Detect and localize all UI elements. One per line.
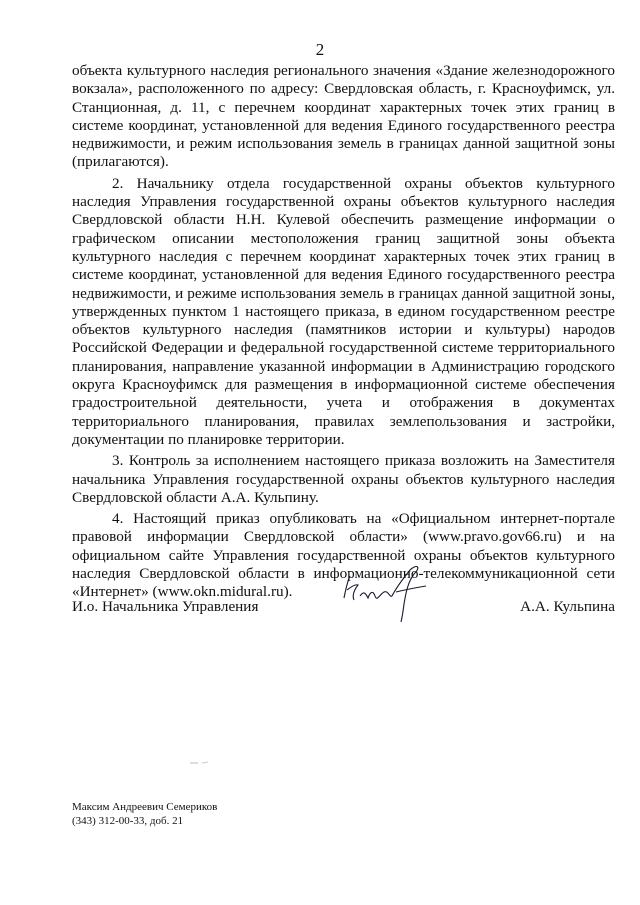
signatory-name: А.А. Кульпина: [520, 598, 615, 615]
paragraph-continuation: объекта культурного наследия регионального значения «Здание железнодорожного вокзала», расположенного по адресу: Свердловская область, г. Красноуфимск, ул. Станционная, д. 11, с перечнем координат характерных точек этих границ в системе координат, установленной для ведения Единого государственного реестра недвижимости, и режим использования земель в границах данной защитной зоны (прилагаются).: [72, 62, 615, 171]
executor-footer: [72, 800, 217, 828]
handwritten-signature: [330, 558, 440, 628]
executor-phone: (343) 312-00-33, доб. 21: [72, 815, 184, 827]
scan-speck: [188, 760, 212, 766]
document-body: [72, 62, 615, 602]
paragraph-item-3: 3. Контроль за исполнением настоящего приказа возложить на Заместителя начальника Управления государственной охраны объектов культурного наследия Свердловской области А.А. Кульпину.: [72, 452, 615, 506]
signatory-role: И.о. Начальника Управления: [72, 598, 259, 615]
executor-name: Максим Андреевич Семериков: [72, 801, 218, 813]
paragraph-item-4: 4. Настоящий приказ опубликовать на «Официальном интернет-портале правовой информации Свердловской области» (www.pravo.gov66.ru) и на официальном сайте Управления государственной охраны объектов культурного наследия Свердловской области в информационно-телекоммуникационной сети «Интернет» (www.okn.midural.ru).: [72, 510, 615, 601]
page-number: 2: [315, 40, 325, 59]
paragraph-item-2: 2. Начальнику отдела государственной охраны объектов культурного наследия Управления государственной охраны объектов культурного наследия Свердловской области Н.Н. Кулевой обеспечить размещение информации о графическом описании местоположения границ защитной зоны объекта культурного наследия с перечнем координат характерных точек этих границ в системе координат, установленной для ведения Единого государственного реестра недвижимости, и режиме использования земель в границах данной защитной зоны, утвержденных пунктом 1 настоящего приказа, в едином государственном реестре объектов культурного наследия (памятников истории и культуры) народов Российской Федерации и федеральной государственной системе территориального планирования, направление указанной информации в Администрацию городского округа Красноуфимск для размещения в информационной системе обеспечения градостроительной деятельности, учета и отображения в документах территориального планирования, правилах землепользования и застройки, документации по планировке территории.: [72, 174, 615, 448]
